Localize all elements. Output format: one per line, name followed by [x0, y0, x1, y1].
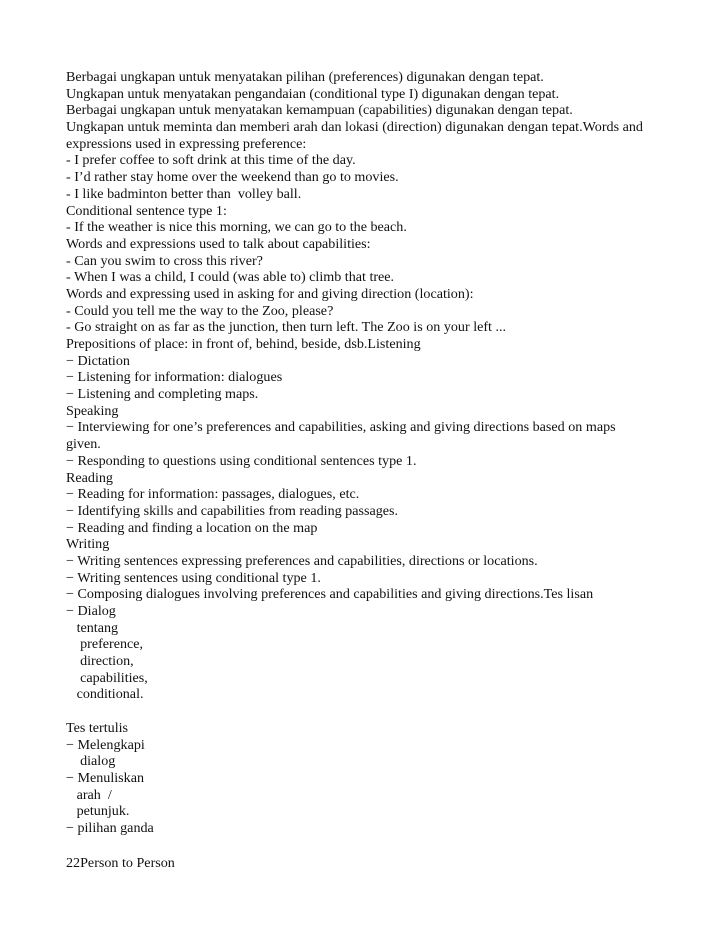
- text-line: − Dialog: [66, 603, 116, 619]
- text-line: − Writing sentences expressing preferences and capabilities, directions or locations.: [66, 552, 538, 569]
- text-line: - I like badminton better than volley ball.: [66, 185, 302, 202]
- text-line: Conditional sentence type 1:: [66, 202, 227, 219]
- text-line: expressions used in expressing preference:: [66, 135, 307, 152]
- text-line: - Can you swim to cross this river?: [66, 252, 263, 269]
- text-line: Berbagai ungkapan untuk menyatakan pilihan (preferences) digunakan dengan tepat.: [66, 69, 544, 85]
- text-line: arah /: [66, 786, 112, 803]
- text-line: capabilities,: [66, 669, 148, 686]
- text-line: − pilihan ganda: [66, 819, 154, 836]
- text-line: − Melengkapi: [66, 736, 145, 753]
- text-line: tentang: [66, 619, 119, 636]
- text-line: petunjuk.: [66, 803, 130, 820]
- text-line: - I’d rather stay home over the weekend than go to movies.: [66, 169, 399, 186]
- text-line: − Dictation: [66, 352, 130, 369]
- blank-line: [66, 703, 706, 720]
- text-line: Tes tertulis: [66, 719, 129, 736]
- text-line: − Composing dialogues involving preferences and capabilities and giving directions.Tes lisan: [66, 586, 594, 603]
- document-body: [66, 69, 706, 837]
- text-line: − Reading and finding a location on the map: [66, 519, 318, 536]
- text-line: Speaking: [66, 402, 119, 419]
- text-line: − Listening for information: dialogues: [66, 369, 283, 386]
- text-line: − Interviewing for one’s preferences and capabilities, asking and giving directions based on maps: [66, 419, 616, 436]
- text-line: Words and expressing used in asking for and giving direction (location):: [66, 285, 474, 302]
- text-line: - When I was a child, I could (was able to) climb that tree.: [66, 269, 395, 286]
- text-line: Ungkapan untuk menyatakan pengandaian (conditional type I) digunakan dengan tepat.: [66, 85, 560, 102]
- text-line: Reading: [66, 469, 113, 486]
- text-line: Prepositions of place: in front of, behind, beside, dsb.Listening: [66, 336, 421, 352]
- text-line: − Reading for information: passages, dialogues, etc.: [66, 486, 360, 503]
- text-line: given.: [66, 436, 101, 453]
- text-line: Words and expressions used to talk about capabilities:: [66, 235, 371, 252]
- text-line: Ungkapan untuk meminta dan memberi arah dan lokasi (direction) digunakan dengan tepat.Words and: [66, 119, 643, 136]
- text-line: − Menuliskan: [66, 769, 145, 786]
- text-line: conditional.: [66, 686, 144, 703]
- text-line: - Could you tell me the way to the Zoo, please?: [66, 302, 334, 319]
- page-footer: 22Person to Person: [66, 855, 175, 871]
- text-line: Berbagai ungkapan untuk menyatakan kemampuan (capabilities) digunakan dengan tepat.: [66, 102, 573, 119]
- text-line: - Go straight on as far as the junction, then turn left. The Zoo is on your left ...: [66, 319, 507, 336]
- text-line: Writing: [66, 536, 110, 553]
- text-line: − Identifying skills and capabilities from reading passages.: [66, 502, 399, 519]
- text-line: - If the weather is nice this morning, we can go to the beach.: [66, 219, 407, 236]
- text-line: preference,: [66, 636, 144, 653]
- text-line: − Responding to questions using conditional sentences type 1.: [66, 452, 417, 469]
- text-line: dialog: [66, 753, 116, 770]
- text-line: direction,: [66, 653, 134, 670]
- text-line: − Writing sentences using conditional type 1.: [66, 569, 321, 586]
- text-line: − Listening and completing maps.: [66, 386, 259, 403]
- text-line: - I prefer coffee to soft drink at this time of the day.: [66, 152, 356, 169]
